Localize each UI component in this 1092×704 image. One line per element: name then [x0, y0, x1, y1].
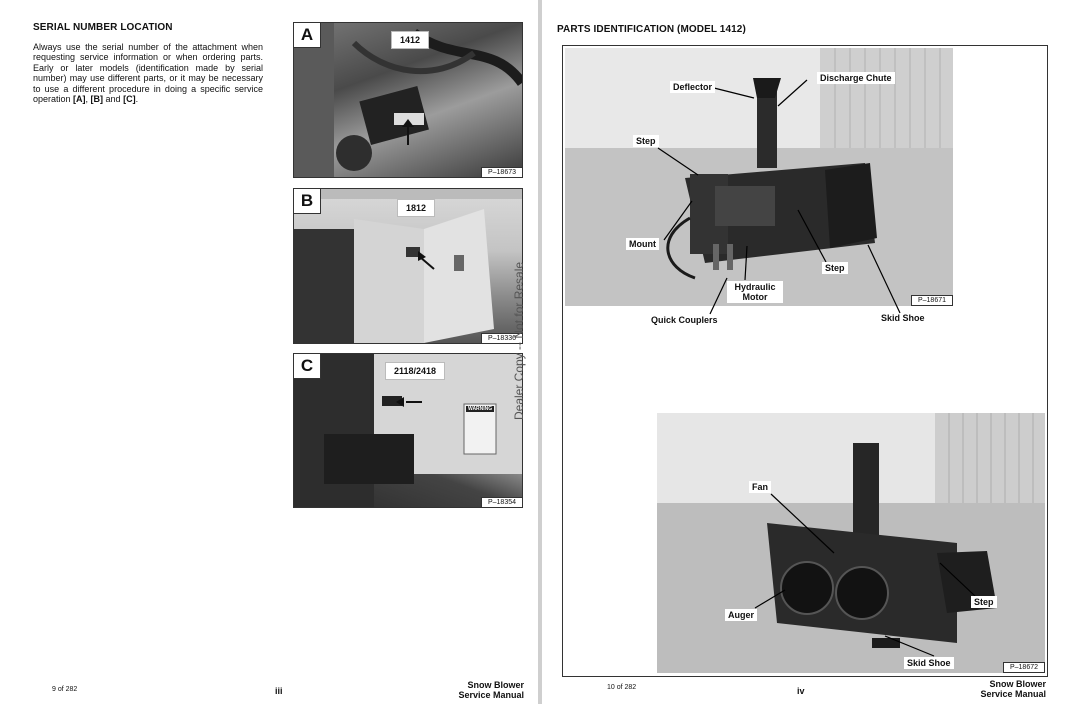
left-footer-page: 9 of 282 — [52, 686, 78, 693]
label-deflector: Deflector — [670, 81, 715, 93]
label-fan: Fan — [749, 481, 771, 493]
right-footer-page: 10 of 282 — [607, 684, 637, 691]
serial-photo-b — [293, 188, 523, 344]
label-skid-shoe-bottom: Skid Shoe — [904, 657, 954, 669]
photo-c-model: 2118/2418 — [385, 362, 445, 380]
serial-photo-a — [293, 22, 523, 178]
serial-number-heading: SERIAL NUMBER LOCATION — [33, 22, 173, 33]
label-step-bottom: Step — [971, 596, 997, 608]
label-hydraulic-motor: Hydraulic Motor — [727, 281, 783, 303]
right-footer-title-1: Snow Blower — [989, 679, 1046, 689]
label-step-top-1: Step — [633, 135, 659, 147]
photo-b-model: 1812 — [397, 199, 435, 217]
right-footer-title — [980, 679, 1046, 699]
dealer-watermark: Dealer Copy -- Not for Resale — [512, 261, 526, 420]
label-discharge-chute: Discharge Chute — [817, 72, 895, 84]
photo-a-letter: A — [294, 23, 321, 48]
ref-b: [B] — [90, 94, 104, 105]
left-footer-title — [458, 680, 524, 700]
paragraph-text: Always use the serial number of the attachment when requesting service information or when ordering parts. Early or later models (identification made by serial number) may use different parts, or it may be necessary to use a different procedure in doing a specific service operation — [33, 42, 263, 105]
photo-c-code: P–18354 — [481, 497, 522, 507]
ref-c: [C] — [123, 94, 136, 105]
photo-b-letter: B — [294, 189, 321, 214]
right-footer-roman: iv — [797, 686, 805, 696]
ref-a: [A] — [73, 94, 86, 105]
left-footer-title-1: Snow Blower — [467, 680, 524, 690]
warning-label: WARNING — [468, 406, 493, 412]
top-photo-code: P–18671 — [911, 295, 953, 306]
label-quick-couplers: Quick Couplers — [651, 315, 718, 325]
parts-id-heading: PARTS IDENTIFICATION (MODEL 1412) — [557, 24, 746, 35]
photo-c-letter: C — [294, 354, 321, 379]
label-mount: Mount — [626, 238, 659, 250]
label-step-top-2: Step — [822, 262, 848, 274]
photo-a-code: P–18673 — [481, 167, 522, 177]
photo-b-code: P–18336 — [481, 333, 522, 343]
serial-number-paragraph — [33, 42, 263, 104]
paragraph-sep2: and — [103, 94, 124, 105]
callout-leader-lines — [542, 0, 1092, 704]
bottom-photo-code: P–18672 — [1003, 662, 1045, 673]
serial-photo-c — [293, 353, 523, 508]
left-page — [0, 0, 538, 704]
right-footer-title-2: Service Manual — [980, 689, 1046, 699]
paragraph-end: . — [135, 94, 139, 105]
right-page — [542, 0, 1092, 704]
label-auger: Auger — [725, 609, 757, 621]
photo-a-model: 1412 — [391, 31, 429, 49]
label-skid-shoe-top: Skid Shoe — [881, 313, 925, 323]
left-footer-roman: iii — [275, 686, 283, 696]
paragraph-sep1: , — [85, 94, 91, 105]
left-footer-title-2: Service Manual — [458, 690, 524, 700]
